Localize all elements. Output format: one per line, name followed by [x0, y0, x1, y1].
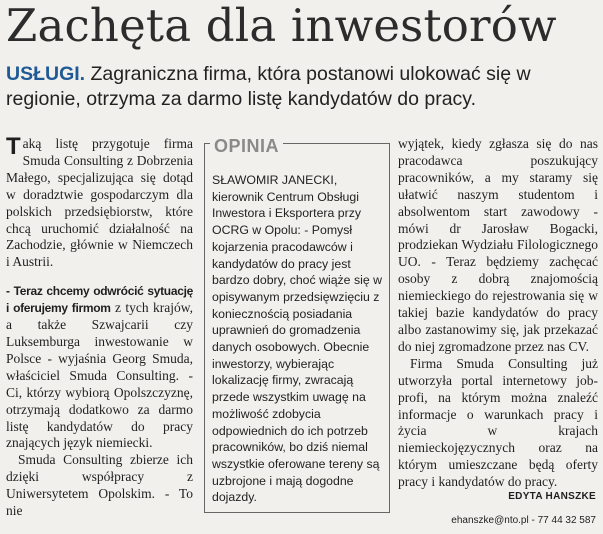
dek	[6, 62, 600, 112]
opinion-text	[212, 172, 386, 506]
paragraph-1	[6, 133, 193, 271]
author-contact: ehanszke@nto.pl - 77 44 32 587	[451, 515, 596, 526]
quote-lead: - Teraz chcemy odwrócić sytuację i oferujemy firmom	[6, 284, 193, 316]
dek-kicker: USŁUGI.	[6, 63, 86, 85]
drop-cap: T	[6, 133, 21, 160]
opinion-label: OPINIA	[210, 136, 283, 156]
paragraph-1-text: aką listę przygotuje firma Smuda Consulting z Dobrzenia Małego, specjalizująca się dotąd w doradztwie gospodarczym dla polskich przedsiębiorstw, które chcą uruchomić działalność na Zachodzie, głównie w Niemczech i Austrii.	[6, 136, 193, 270]
paragraph-4: wyjątek, kiedy zgłasza się do nas pracodawca poszukujący pracowników, a my staramy się ułatwić naszym studentom i absolwentom start zawodowy - mówi dr Jarosław Bogacki, prodziekan Wydziału Filologicznego UO. - Teraz będziemy zachęcać osoby z dobrą znajomością niemieckiego do rejestrowania się w takiej bazie kandydatów do pracy albo zastanowimy się, jak przekazać do niej zgromadzone przez nas CV.	[398, 136, 598, 354]
article-column-3	[398, 136, 598, 491]
opinion-body: - Pomysł kojarzenia pracodawców i kandydatów do pracy jest bardzo dobry, choć wiąże się w opisywanym przedsięwzięciu z koniecznością posiadania uprawnień do gromadzenia danych osobowych. Obecnie inwestorzy, wybierając lokalizację firmy, zwracają przede wszystkim uwagę na możliwość zdobycia odpowiednich do ich potrzeb pracowników, bo dziś niemal wszystkie oferowane tereny są uzbrojone i mają dogodne dojazdy.	[212, 223, 382, 505]
dek-text: Zagraniczna firma, która postanowi ulokować się w regionie, otrzyma za darmo listę kandydatów do pracy.	[6, 63, 531, 110]
opinion-author: SŁAWOMIR JANECKI, kierownik Centrum Obsługi Inwestora i Eksportera przy OCRG w Opolu:	[212, 173, 361, 238]
paragraph-5: Firma Smuda Consulting już utworzyła portal internetowy job-profi, na którym można znaleźć informacje o warunkach pracy i życia w krajach niemieckojęzycznych oraz na którym umieszczane będą oferty pracy i kandydatów do pracy.	[398, 355, 598, 490]
paragraph-2-text: z tych krajów, a także Szwajcarii czy Luksemburga inwestowanie w Polsce - wyjaśnia Georg Smuda, właściciel Smuda Consulting. - Ci, którzy wybiorą Opolszczyznę, otrzymają dodatkowo za darmo listę kandydatów do pracy znających język niemiecki.	[6, 300, 193, 451]
article-column-1	[6, 133, 193, 520]
author-signature: EDYTA HANSZKE	[508, 491, 596, 502]
paragraph-2	[6, 283, 193, 452]
headline: Zachęta dla inwestorów	[6, 0, 557, 52]
paragraph-3: Smuda Consulting zbierze ich dzięki współpracy z Uniwersytetem Opolskim. - To nie	[6, 452, 193, 519]
